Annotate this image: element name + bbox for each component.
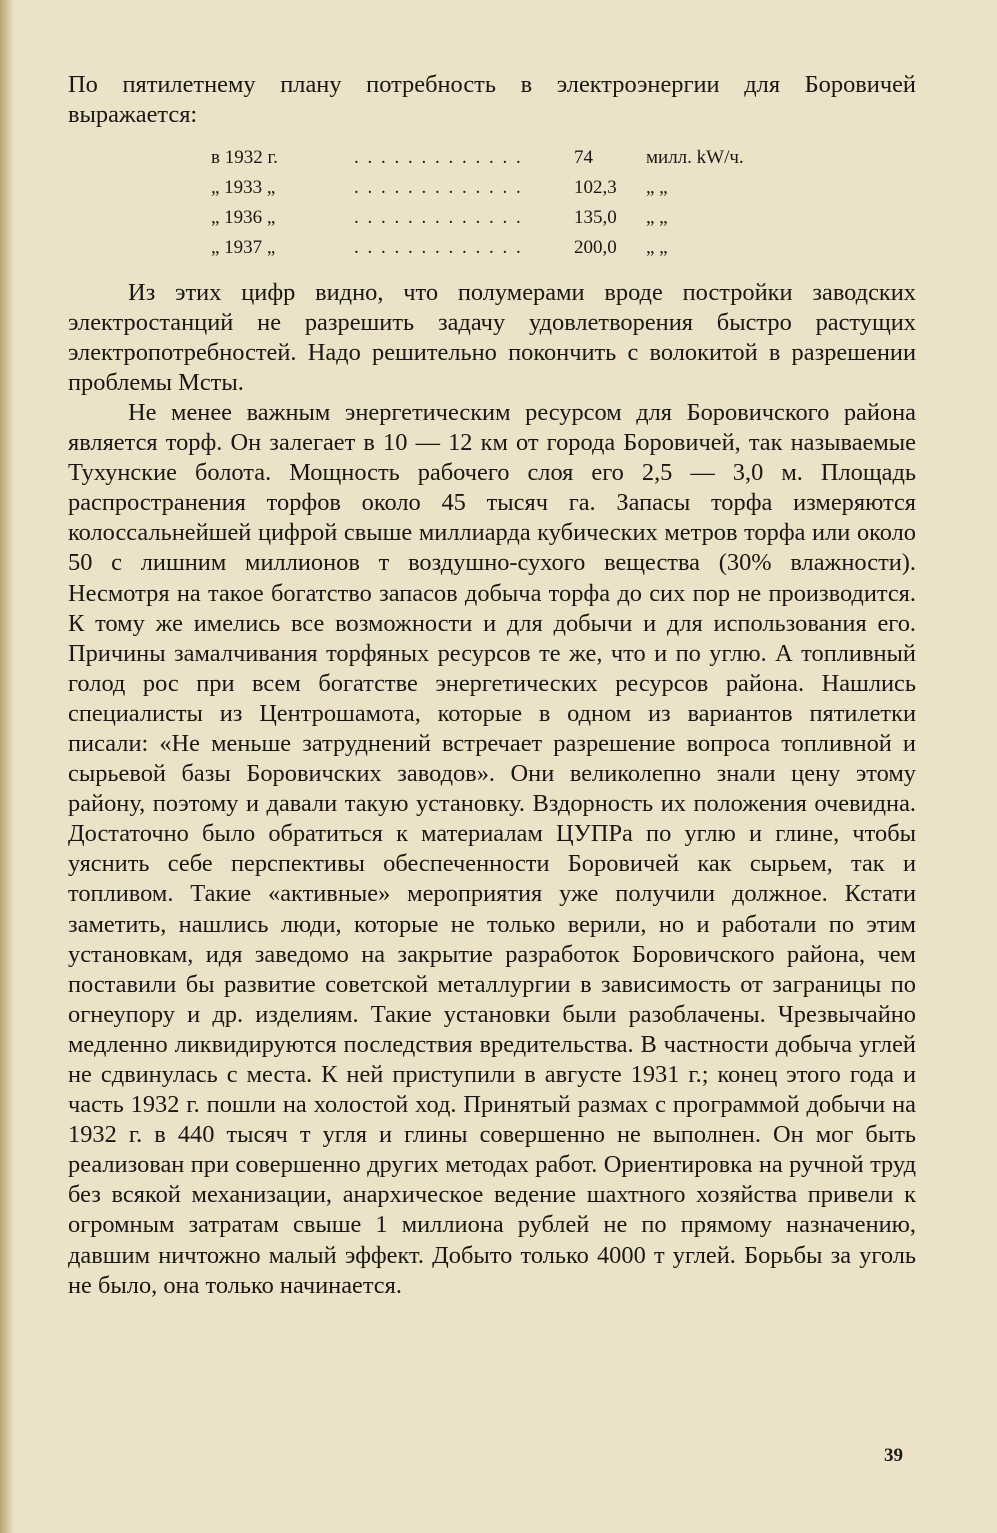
table-value: 74	[574, 147, 593, 169]
table-value: 200,0	[574, 237, 617, 259]
page-edge	[0, 0, 14, 1533]
table-year: „ 1937 „	[211, 237, 276, 259]
table-unit: „ „	[646, 237, 668, 259]
table-dots: . . . . . . . . . . . . .	[354, 177, 523, 199]
table-value: 135,0	[574, 207, 617, 229]
table-unit: милл. kW/ч.	[646, 147, 744, 169]
table-unit: „ „	[646, 177, 668, 199]
energy-demand-table	[68, 143, 916, 263]
table-dots: . . . . . . . . . . . . .	[354, 147, 523, 169]
page-text	[68, 70, 916, 1301]
page-number: 39	[884, 1445, 903, 1466]
table-unit: „ „	[646, 207, 668, 229]
table-row	[68, 173, 916, 203]
table-year: „ 1936 „	[211, 207, 276, 229]
table-value: 102,3	[574, 177, 617, 199]
table-year: „ 1933 „	[211, 177, 276, 199]
paragraph: Из этих цифр видно, что полумерами вроде постройки заводских электростанций не разрешить задачу удовлетворения быстро растущих электропотребностей. Надо решительно покончить с волокитой в разрешении проблемы Мсты.	[68, 278, 916, 396]
table-dots: . . . . . . . . . . . . .	[354, 207, 523, 229]
intro-text: По пятилетнему плану потребность в электроэнергии для Боровичей выражается:	[68, 71, 916, 129]
table-dots: . . . . . . . . . . . . .	[354, 237, 523, 259]
table-year: в 1932 г.	[211, 147, 278, 169]
table-row	[68, 233, 916, 263]
table-row	[68, 203, 916, 233]
table-row	[68, 143, 916, 173]
paragraph: Не менее важным энергетическим ресурсом для Боровичского района является торф. Он залегает в 10 — 12 км от города Боровичей, так называемые Тухунские болота. Мощность рабочего слоя его 2,5 — 3,0 м. Площадь распространения торфов около 45 тысяч га. Запасы торфа измеряются колоссальнейшей цифрой свыше миллиарда кубических метров торфа или около 50 с лишним миллионов т воздушно-сухого вещества (30% влажности). Несмотря на такое богатство запасов добыча торфа до сих пор не производится. К тому же имелись все возможности и для добычи и для использования его. Причины замалчивания торфяных ресурсов те же, что и по углю. А топливный голод рос при всем богатстве энергетических ресурсов района. Нашлись специалисты из Центрошамота, которые в одном из вариантов пятилетки писали: «Не меньше затруднений встречает разрешение вопроса топливной и сырьевой базы Боровичских заводов». Они великолепно знали цену этому району, поэтому и давали такую установку. Вздорность их положения очевидна. Достаточно было обратиться к материалам ЦУПРа по углю и глине, чтобы уяснить себе перспективы обеспеченности Боровичей как сырьем, так и топливом. Такие «активные» мероприятия уже получили должное. Кстати заметить, нашлись люди, которые не только верили, но и работали по этим установкам, идя заведомо на закрытие разработок Боровичского района, чем поставили бы развитие советской металлургии в зависимость от заграницы по огнеупору и др. изделиям. Такие установки были разоблачены. Чрезвычайно медленно ликвидируются последствия вредительства. В частности добыча углей не сдвинулась с места. К ней приступили в августе 1931 г.; конец этого года и часть 1932 г. пошли на холостой ход. Принятый размах с программой добычи на 1932 г. в 440 тысяч т угля и глины совершенно не выполнен. Он мог быть реализован при совершенно других методах работ. Ориентировка на ручной труд без всякой механизации, анархическое ведение шахтного хозяйства привели к огромным затратам свыше 1 миллиона рублей не по прямому назначению, давшим ничтожно малый эффект. Добыто только 4000 т углей. Борьбы за уголь не было, она только начинается.	[68, 398, 916, 1299]
